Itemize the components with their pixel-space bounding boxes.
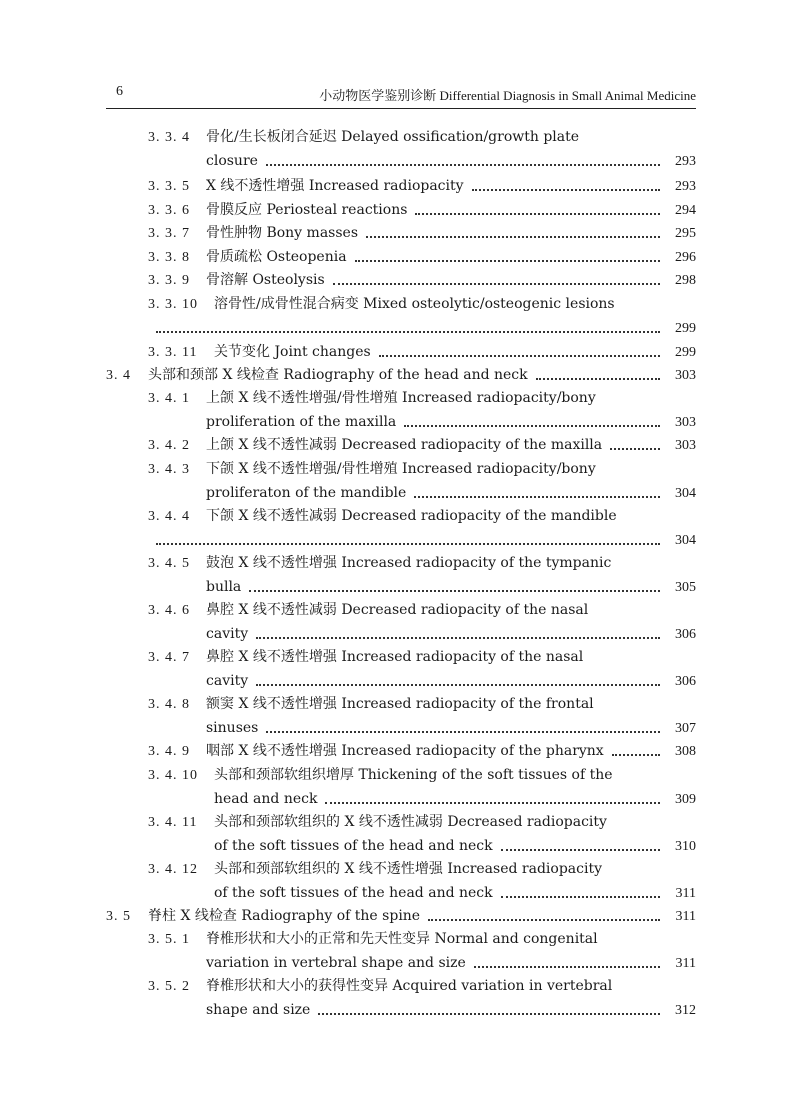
entry-title-continued: of the soft tissues of the head and neck (214, 837, 493, 854)
entry-page-number: 303 (675, 438, 696, 453)
entry-page-number: 304 (675, 532, 696, 548)
dot-leader (366, 222, 660, 238)
entry-title: 骨性肿物 Bony masses (206, 225, 359, 241)
entry-number: 3. 3. 4 (148, 130, 190, 145)
dot-leader (333, 269, 660, 285)
entry-number: 3. 4 (106, 368, 131, 383)
dot-leader (610, 434, 660, 450)
entry-title: 头部和颈部 X 线检查 Radiography of the head and neck (148, 367, 528, 383)
entry-title: 鼓泡 X 线不透性增强 Increased radiopacity of the tympanic (206, 555, 612, 571)
entry-page-number: 310 (675, 838, 696, 854)
entry-title-continued: closure (206, 152, 258, 169)
entry-title-continued: bulla (206, 578, 242, 595)
page-number: 6 (116, 84, 123, 99)
dot-leader (414, 482, 660, 498)
entry-number: 3. 5. 1 (148, 932, 190, 947)
entry-page-number: 303 (675, 368, 696, 383)
entry-number: 3. 4. 12 (148, 862, 198, 877)
entry-title: 鼻腔 X 线不透性减弱 Decreased radiopacity of the nasal (206, 602, 589, 618)
dot-leader (156, 529, 660, 545)
entry-title: 骨溶解 Osteolysis (206, 272, 325, 288)
entry-number: 3. 4. 10 (148, 768, 198, 783)
entry-number: 3. 4. 2 (148, 438, 190, 453)
entry-number: 3. 4. 3 (148, 462, 190, 477)
dot-leader (428, 905, 660, 921)
entry-title: 脊椎形状和大小的正常和先天性变异 Normal and congenital (206, 931, 598, 947)
entry-title: 头部和颈部软组织的 X 线不透性减弱 Decreased radiopacity (214, 814, 607, 830)
entry-number: 3. 4. 7 (148, 650, 190, 665)
entry-title: 额窦 X 线不透性增强 Increased radiopacity of the frontal (206, 696, 594, 712)
entry-title: 骨质疏松 Osteopenia (206, 249, 347, 265)
entry-title: 骨膜反应 Periosteal reactions (206, 202, 408, 218)
entry-page-number: 293 (675, 153, 696, 169)
entry-page-number: 295 (675, 226, 696, 241)
entry-number: 3. 3. 11 (148, 345, 198, 360)
entry-title: 脊柱 X 线检查 Radiography of the spine (148, 908, 421, 924)
page-header (106, 84, 696, 109)
entry-page-number: 311 (675, 909, 696, 924)
entry-page-number: 303 (675, 414, 696, 430)
dot-leader (266, 150, 660, 166)
entry-title-continued: proliferation of the maxilla (206, 413, 397, 430)
running-title: 小动物医学鉴别诊断 Differential Diagnosis in Small Animal Medicine (319, 88, 696, 103)
entry-title: 鼻腔 X 线不透性增强 Increased radiopacity of the nasal (206, 649, 584, 665)
entry-number: 3. 3. 7 (148, 226, 190, 241)
dot-leader (404, 411, 660, 427)
entry-title: 上颌 X 线不透性减弱 Decreased radiopacity of the maxilla (206, 437, 603, 453)
entry-page-number: 298 (675, 273, 696, 288)
entry-number: 3. 4. 9 (148, 744, 190, 759)
entry-title: 溶骨性/成骨性混合病变 Mixed osteolytic/osteogenic lesions (214, 296, 615, 312)
entry-title-continued: of the soft tissues of the head and neck (214, 884, 493, 901)
dot-leader (472, 175, 660, 191)
entry-page-number: 308 (675, 744, 696, 759)
entry-title: 上颌 X 线不透性增强/骨性增殖 Increased radiopacity/bony (206, 390, 596, 406)
entry-number: 3. 4. 4 (148, 509, 190, 524)
entry-number: 3. 5. 2 (148, 979, 190, 994)
entry-title: 脊椎形状和大小的获得性变异 Acquired variation in vertebral (206, 978, 613, 994)
entry-number: 3. 3. 9 (148, 273, 190, 288)
dot-leader (536, 364, 660, 380)
entry-page-number: 293 (675, 179, 696, 194)
entry-title-continued: sinuses (206, 719, 259, 736)
entry-number: 3. 3. 5 (148, 179, 190, 194)
entry-page-number: 296 (675, 250, 696, 265)
entry-page-number: 306 (675, 626, 696, 642)
entry-title-continued: head and neck (214, 790, 318, 807)
entry-title-continued: cavity (206, 672, 249, 689)
entry-page-number: 294 (675, 203, 696, 218)
entry-title: 头部和颈部软组织的 X 线不透性增强 Increased radiopacity (214, 861, 602, 877)
dot-leader (355, 246, 660, 262)
entry-number: 3. 4. 6 (148, 603, 190, 618)
entry-page-number: 312 (675, 1002, 696, 1018)
entry-title-continued: shape and size (206, 1001, 311, 1018)
dot-leader (501, 882, 660, 898)
entry-title-continued: cavity (206, 625, 249, 642)
entry-title: 关节变化 Joint changes (214, 344, 371, 360)
entry-page-number: 311 (675, 885, 696, 901)
entry-page-number: 299 (675, 320, 696, 336)
dot-leader (501, 835, 660, 851)
entry-page-number: 307 (675, 720, 696, 736)
entry-title: 下颌 X 线不透性减弱 Decreased radiopacity of the mandible (206, 508, 617, 524)
entry-title: X 线不透性增强 Increased radiopacity (206, 178, 464, 194)
entry-number: 3. 3. 6 (148, 203, 190, 218)
dot-leader (256, 670, 660, 686)
entry-page-number: 309 (675, 791, 696, 807)
dot-leader (325, 788, 660, 804)
entry-number: 3. 5 (106, 909, 131, 924)
entry-number: 3. 4. 11 (148, 815, 198, 830)
entry-title-continued: variation in vertebral shape and size (206, 954, 466, 971)
entry-page-number: 311 (675, 955, 696, 971)
entry-title: 下颌 X 线不透性增强/骨性增殖 Increased radiopacity/bony (206, 461, 596, 477)
dot-leader (379, 341, 660, 357)
entry-title: 骨化/生长板闭合延迟 Delayed ossification/growth plate (206, 129, 580, 145)
dot-leader (612, 740, 660, 756)
entry-page-number: 304 (675, 485, 696, 501)
dot-leader (318, 999, 660, 1015)
entry-title: 头部和颈部软组织增厚 Thickening of the soft tissues of the (214, 767, 613, 783)
entry-number: 3. 4. 5 (148, 556, 190, 571)
entry-title: 咽部 X 线不透性增强 Increased radiopacity of the pharynx (206, 743, 604, 759)
entry-number: 3. 4. 1 (148, 391, 190, 406)
entry-title-continued: proliferaton of the mandible (206, 484, 407, 501)
entry-number: 3. 4. 8 (148, 697, 190, 712)
dot-leader (474, 952, 660, 968)
dot-leader (266, 717, 660, 733)
entry-page-number: 299 (675, 345, 696, 360)
entry-number: 3. 3. 8 (148, 250, 190, 265)
dot-leader (249, 576, 660, 592)
dot-leader (256, 623, 660, 639)
entry-number: 3. 3. 10 (148, 297, 198, 312)
dot-leader (415, 199, 660, 215)
dot-leader (156, 317, 660, 333)
entry-page-number: 305 (675, 579, 696, 595)
entry-page-number: 306 (675, 673, 696, 689)
